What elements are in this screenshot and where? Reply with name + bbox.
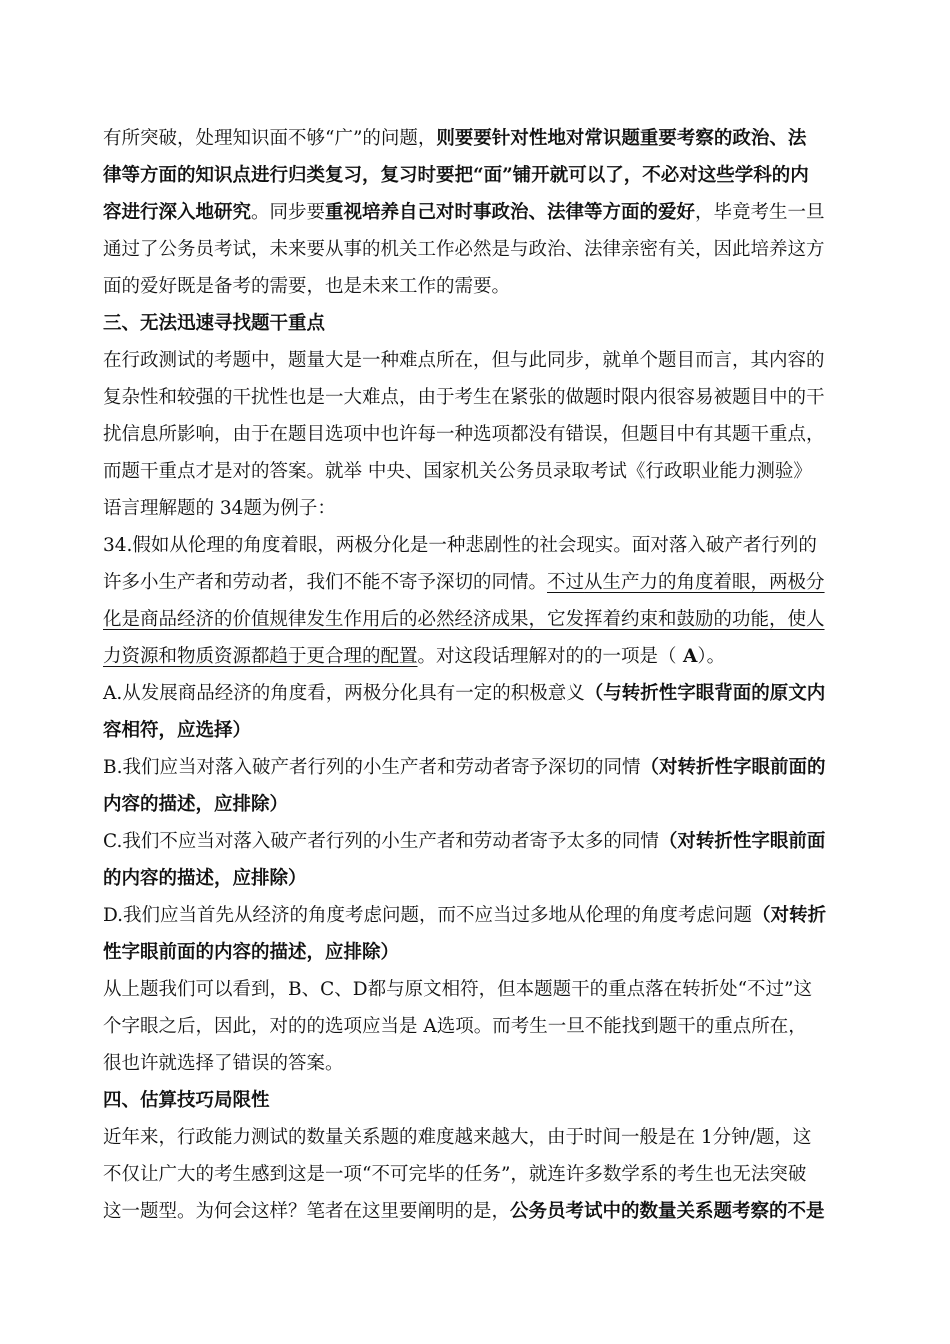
option-a-note: （与转折性字眼背面的原文内 [584, 683, 826, 704]
paragraph-line: 面的爱好既是备考的需要，也是未来工作的需要。 [103, 276, 511, 297]
paragraph-line: 通过了公务员考试，未来要从事的机关工作必然是与政治、法律亲密有关，因此培养这方 [103, 239, 825, 260]
option-line [103, 681, 825, 707]
option-a-text: A.从发展商品经济的角度看，两极分化具有一定的积极意义 [103, 683, 585, 704]
option-line: 内容的描述，应排除） [103, 794, 289, 815]
underlined-text-run: 从生产力的角度着眼，两极分 [584, 572, 825, 593]
option-line [103, 755, 826, 781]
option-d-text: D.我们应当首先从经济的角度考虑问题，而不应当过多地从伦理的角度考虑问题 [103, 905, 753, 926]
section-heading: 四、估算技巧局限性 [103, 1090, 270, 1111]
bold-text-run: 则要要针对性地对常识题重要考察的政治、法 [436, 128, 807, 149]
paragraph-line: 语言理解题的 34题为例子： [103, 498, 336, 519]
text-run: 。对这段话理解对的的一项是（ [417, 646, 677, 667]
option-d-note: （对转折 [752, 905, 827, 926]
option-line [103, 903, 826, 929]
option-line: 性字眼前面的内容的描述，应排除） [103, 942, 400, 963]
text-run: ，毕竟考生一旦 [695, 202, 825, 223]
paragraph-line: 个字眼之后，因此，对的的选项应当是 A选项。而考生一旦不能找到题干的重点所在， [103, 1016, 807, 1037]
text-run: 。同步要 [251, 202, 326, 223]
bold-text-run: 容进行深入地研究 [103, 202, 252, 223]
paragraph-line: 从上题我们可以看到，B、C、D都与原文相符，但本题题干的重点落在转折处“不过”这 [103, 979, 813, 1000]
paragraph-line [103, 1199, 825, 1225]
text-run: ）。 [697, 646, 726, 667]
text-run: 许多小生产者和劳动者，我们不能不寄予深切的同情。 [103, 572, 548, 593]
option-line: 容相符，应选择） [103, 720, 252, 741]
question-line [103, 570, 825, 596]
paragraph-line: 在行政测试的考题中，题量大是一种难点所在，但与此同步，就单个题目而言，其内容的 [103, 350, 825, 371]
section-heading: 三、无法迅速寻找题干重点 [103, 313, 326, 334]
paragraph-line: 而题干重点才是对的答案。就举 中央、国家机关公务员录取考试《行政职业能力测验》 [103, 461, 812, 482]
bold-text-run: 重视培养自己对时事政治、法律等方面的爱好 [325, 202, 696, 223]
text-run: 有所突破，处理知识面不够“广”的问题， [103, 128, 437, 149]
question-line: 化是商品经济的价值规律发生作用后的必然经济成果，它发挥着约束和鼓励的功能，使人 [103, 609, 825, 630]
question-line: 34.假如从伦理的角度着眼，两极分化是一种悲剧性的社会现实。面对落入破产者行列的 [103, 535, 817, 556]
underlined-text-run: 不过 [547, 572, 585, 593]
paragraph-line: 近年来，行政能力测试的数量关系题的难度越来越大，由于时间一般是在 1分钟/题，这 [103, 1127, 812, 1148]
question-line [103, 644, 725, 670]
text-run: 这一题型。为何会这样？笔者在这里要阐明的是， [103, 1201, 511, 1222]
option-b-note: （对转折性字眼前面的 [640, 757, 826, 778]
paragraph-line: 很也许就选择了错误的答案。 [103, 1053, 344, 1074]
paragraph-line: 扰信息所影响，由于在题目选项中也许每一种选项都没有错误，但题目中有其题干重点， [103, 424, 825, 445]
bold-text-run: 律等方面的知识点进行归类复习，复习时要把“面”铺开就可以了，不必对这些学科的内 [103, 165, 809, 186]
paragraph-line: 复杂性和较强的干扰性也是一大难点，由于考生在紧张的做题时限内很容易被题目中的干 [103, 387, 825, 408]
option-b-text: B.我们应当对落入破产者行列的小生产者和劳动者寄予深切的同情 [103, 757, 641, 778]
answer-letter: A [676, 646, 698, 667]
underlined-text-run: 力资源和物质资源都趋于更合理的配置 [103, 646, 418, 667]
option-line: 的内容的描述，应排除） [103, 868, 307, 889]
paragraph-line [103, 163, 809, 189]
option-c-text: C.我们不应当对落入破产者行列的小生产者和劳动者寄予太多的同情 [103, 831, 659, 852]
bold-text-run: 公务员考试中的数量关系题考察的不是 [510, 1201, 825, 1222]
paragraph-line [103, 126, 806, 152]
paragraph-line [103, 200, 825, 226]
option-line [103, 829, 825, 855]
option-c-note: （对转折性字眼前面 [658, 831, 826, 852]
paragraph-line: 不仅让广大的考生感到这是一项“不可完毕的任务”，就连许多数学系的考生也无法突破 [103, 1164, 807, 1185]
